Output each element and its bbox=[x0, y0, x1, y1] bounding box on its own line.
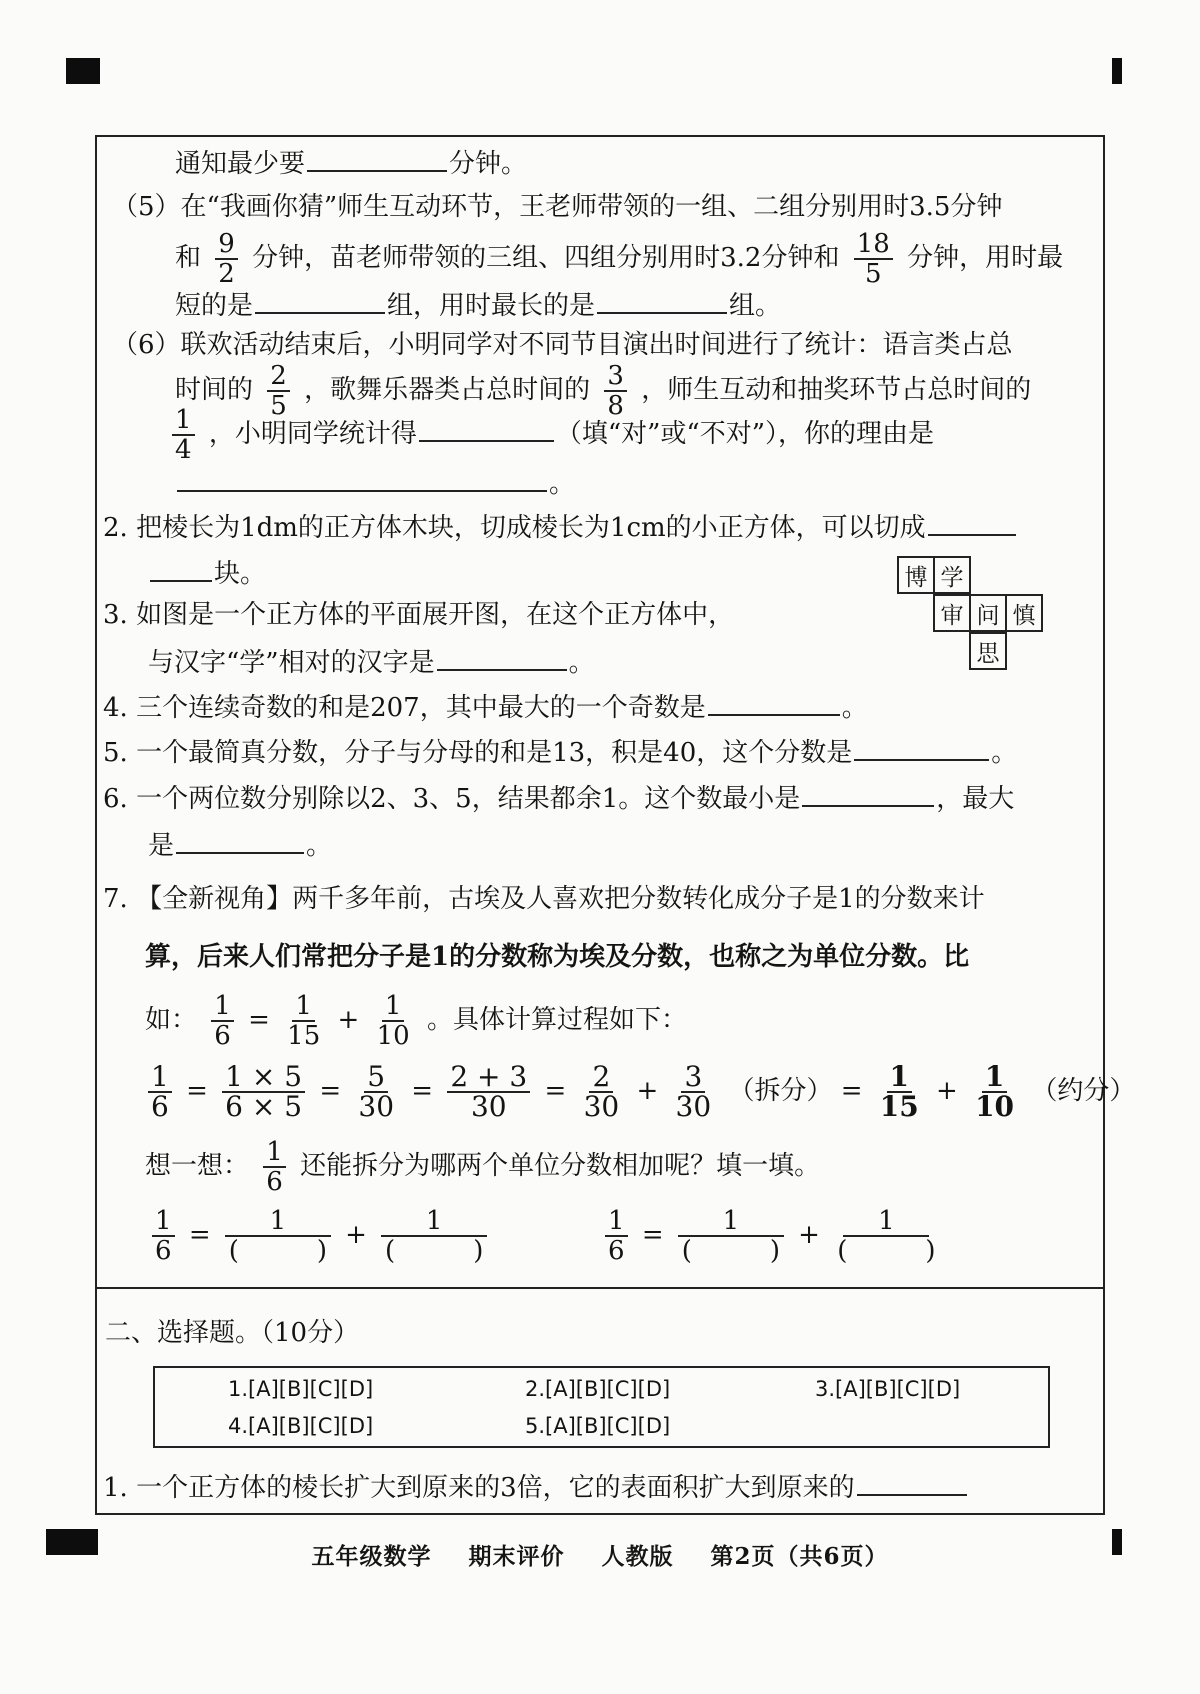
fraction-1-15: $\frac{1}{15}$ bbox=[879, 1060, 919, 1123]
q7-fill-equation-2: $\frac{1}{6}$ = $\frac{1}{( )}$ + $\frac{1}{( )}$ bbox=[605, 1203, 945, 1267]
answer-blank[interactable] bbox=[708, 690, 840, 716]
answer-blank[interactable] bbox=[176, 828, 304, 854]
unit-fraction-blank[interactable]: $\frac{1}{( )}$ bbox=[225, 1207, 331, 1265]
fraction-1-6: $\frac{1}{6}$ bbox=[152, 1207, 175, 1265]
cube-face: 博 bbox=[897, 556, 935, 594]
registration-mark-top-right bbox=[1112, 58, 1122, 84]
answer-blank[interactable] bbox=[857, 1470, 967, 1496]
q5: 5. 一个最简真分数，分子与分母的和是13，积是40，这个分数是 。 bbox=[103, 735, 1017, 768]
q4: 4. 三个连续奇数的和是207，其中最大的一个奇数是 。 bbox=[103, 690, 868, 723]
fraction-1-6: $\frac{1}{6}$ bbox=[148, 1063, 172, 1121]
unit-fraction-blank[interactable]: $\frac{1}{( )}$ bbox=[381, 1207, 487, 1265]
fraction-1-4: $\frac{1}{4}$ bbox=[172, 406, 195, 464]
fraction-2-30: $\frac{2}{30}$ bbox=[583, 1060, 620, 1123]
answer-blank[interactable] bbox=[419, 416, 554, 442]
fraction-1-10: $\frac{1}{10}$ bbox=[376, 991, 410, 1051]
q1-part6-line4: 。 bbox=[175, 466, 575, 499]
q1-part5-line2: 和 $\frac{9}{2}$ 分钟，苗老师带领的三组、四组分别用时3.2分钟和 $\frac{18}{5}$ 分钟，用时最 bbox=[175, 229, 1064, 289]
s2-q1: 1. 一个正方体的棱长扩大到原来的3倍，它的表面积扩大到原来的 bbox=[103, 1470, 969, 1503]
q1-continuation: 通知最少要 分钟。 bbox=[175, 146, 527, 179]
fraction-1x5-6x5: $\frac{1 \times 5}{6 \times 5}$ bbox=[222, 1063, 305, 1121]
answer-blank[interactable] bbox=[437, 645, 567, 671]
fraction-3-30: $\frac{3}{30}$ bbox=[675, 1060, 712, 1123]
q2-line1: 2. 把棱长为1dm的正方体木块，切成棱长为1cm的小正方体，可以切成 bbox=[103, 510, 1018, 543]
q1-part6-line1: （6）联欢活动结束后，小明同学对不同节目演出时间进行了统计：语言类占总 bbox=[112, 330, 1013, 360]
q2-line2: 块。 bbox=[148, 556, 266, 589]
unit-fraction-blank[interactable]: $\frac{1}{( )}$ bbox=[678, 1207, 784, 1265]
answer-option-row-5[interactable]: 5.[A][B][C][D] bbox=[525, 1414, 671, 1438]
cube-face: 学 bbox=[933, 556, 971, 594]
cube-face: 审 bbox=[933, 594, 971, 632]
q1-part5-line1: （5）在“我画你猜”师生互动环节，王老师带领的一组、二组分别用时3.5分钟 bbox=[112, 192, 1003, 222]
q7-think: 想一想： $\frac{1}{6}$ 还能拆分为哪两个单位分数相加呢？填一填。 bbox=[145, 1137, 821, 1197]
cube-face: 问 bbox=[969, 594, 1007, 632]
fraction-5-30: $\frac{5}{30}$ bbox=[358, 1060, 395, 1123]
q1-part6-line2: 时间的 $\frac{2}{5}$ ，歌舞乐器类占总时间的 $\frac{3}{8}$ ，师生互动和抽奖环节占总时间的 bbox=[175, 361, 1032, 421]
fraction-1-15: $\frac{1}{15}$ bbox=[287, 991, 321, 1051]
footer-page-number: 第2页（共6页） bbox=[710, 1543, 889, 1570]
answer-blank[interactable] bbox=[802, 781, 934, 807]
q6-line2: 是 。 bbox=[148, 828, 332, 861]
q7-example: 如： $\frac{1}{6}$ = $\frac{1}{15}$ + $\frac{1}{10}$ 。具体计算过程如下： bbox=[145, 991, 687, 1051]
unit-fraction-blank[interactable]: $\frac{1}{( )}$ bbox=[837, 1206, 936, 1266]
q3-line1: 3. 如图是一个正方体的平面展开图，在这个正方体中， bbox=[103, 600, 735, 630]
fraction-1-6: $\frac{1}{6}$ bbox=[605, 1207, 628, 1265]
q7-fill-equation-1: $\frac{1}{6}$ = $\frac{1}{( )}$ + $\frac{1}{( )}$ bbox=[152, 1203, 493, 1267]
cube-face: 慎 bbox=[1005, 594, 1043, 632]
fraction-1-6: $\frac{1}{6}$ bbox=[211, 992, 234, 1050]
footer-edition: 人教版 bbox=[601, 1543, 674, 1570]
fraction-3-8: $\frac{3}{8}$ bbox=[604, 362, 627, 420]
cube-face: 思 bbox=[969, 632, 1007, 670]
answer-blank[interactable] bbox=[255, 288, 385, 314]
fraction-1-10: $\frac{1}{10}$ bbox=[975, 1060, 1015, 1123]
q6-line1: 6. 一个两位数分别除以2、3、5，结果都余1。这个数最小是 ，最大 bbox=[103, 781, 1014, 814]
answer-option-row-3[interactable]: 3.[A][B][C][D] bbox=[815, 1377, 961, 1401]
fraction-1-6: $\frac{1}{6}$ bbox=[263, 1138, 286, 1196]
section-divider bbox=[95, 1287, 1105, 1289]
answer-option-row-4[interactable]: 4.[A][B][C][D] bbox=[228, 1414, 374, 1438]
answer-option-row-1[interactable]: 1.[A][B][C][D] bbox=[228, 1377, 374, 1401]
q7-line2: 算，后来人们常把分子是1的分数称为埃及分数，也称之为单位分数。比 bbox=[145, 942, 970, 972]
section2-title: 二、选择题。（10分） bbox=[105, 1318, 360, 1348]
q7-line1: 7. 【全新视角】两千多年前，古埃及人喜欢把分数转化成分子是1的分数来计 bbox=[103, 884, 985, 914]
q7-calculation: $\frac{1}{6}$ = $\frac{1 \times 5}{6 \times 5}$ = $\frac{5}{30}$ = $\frac{2 + 3}{30}$ = $\frac{2}{30}$ + $\frac{3}{30}$ （拆分） = $\frac{1}{15}$ + $\frac{1}{10}$ （约分） bbox=[148, 1058, 1135, 1124]
answer-blank[interactable] bbox=[597, 288, 727, 314]
answer-option-row-2[interactable]: 2.[A][B][C][D] bbox=[525, 1377, 671, 1401]
q1-part6-line3: $\frac{1}{4}$ ，小明同学统计得 （填“对”或“不对”），你的理由是 bbox=[172, 406, 934, 462]
answer-blank[interactable] bbox=[307, 146, 447, 172]
q3-line2: 与汉字“学”相对的汉字是 。 bbox=[148, 645, 595, 678]
answer-blank[interactable] bbox=[854, 735, 989, 761]
fraction-9-2: $\frac{9}{2}$ bbox=[215, 230, 238, 288]
fraction-2p3-30: $\frac{2 + 3}{30}$ bbox=[447, 1063, 530, 1121]
fraction-18-5: $\frac{18}{5}$ bbox=[854, 230, 893, 288]
footer-subject: 五年级数学 bbox=[311, 1543, 432, 1570]
answer-blank[interactable] bbox=[177, 466, 547, 492]
fraction-2-5: $\frac{2}{5}$ bbox=[267, 362, 290, 420]
footer-exam: 期末评价 bbox=[468, 1543, 565, 1570]
answer-blank[interactable] bbox=[150, 556, 212, 582]
answer-blank[interactable] bbox=[928, 510, 1016, 536]
q1-part5-line3: 短的是 组，用时最长的是 组。 bbox=[175, 288, 781, 321]
registration-mark-top-left bbox=[66, 58, 100, 84]
page-footer bbox=[0, 1538, 1200, 1571]
